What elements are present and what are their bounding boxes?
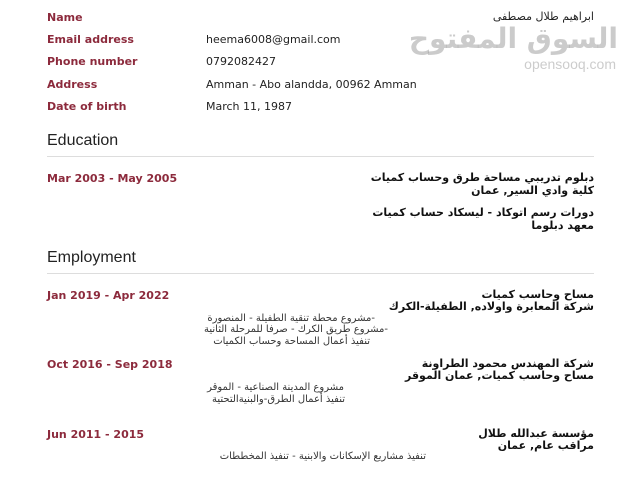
employment-title: مؤسسة عبدالله طلال	[478, 427, 594, 440]
email-value[interactable]: heema6008@gmail.com	[206, 33, 341, 46]
employment-date: Jun 2011 - 2015	[47, 428, 145, 441]
employment-divider	[47, 273, 594, 274]
employment-date: Jan 2019 - Apr 2022	[47, 289, 170, 302]
phone-value: 0792082427	[206, 55, 276, 68]
education-divider	[47, 156, 594, 157]
employment-heading: Employment	[47, 249, 136, 266]
employment-description-line: -مشروع طريق الكرك - صرفا للمرحلة الثانية	[204, 324, 388, 335]
opensooq-watermark-url: opensooq.com	[524, 56, 616, 72]
address-value: Amman - Abo alandda, 00962 Amman	[206, 78, 417, 91]
education-title: دورات رسم اتوكاد - ليسكاد حساب كميات	[372, 206, 594, 219]
dob-value: March 11, 1987	[206, 100, 293, 113]
employment-description-line: تنفيذ مشاريع الإسكانات والابنية - تنفيذ المخططات	[219, 451, 426, 462]
employment-description-line: -مشروع محطة تنقية الطفيلة - المنصورة	[207, 313, 375, 324]
name-value: ابراهيم طلال مصطفى	[492, 10, 594, 23]
email-label: Email address	[47, 33, 134, 46]
education-date: Mar 2003 - May 2005	[47, 172, 178, 185]
employment-org: شركة المعابرة واولاده, الطفيلة-الكرك	[388, 300, 594, 313]
education-org: كلية وادي السير, عمان	[471, 184, 594, 197]
employment-description-line: مشروع المدينة الصناعية - الموقر	[207, 382, 344, 393]
education-heading: Education	[47, 132, 119, 149]
name-label: Name	[47, 11, 83, 24]
employment-title: مساح وحاسب كميات	[481, 288, 594, 301]
employment-description-line: تنفيذ أعمال المساحة وحساب الكميات	[213, 336, 370, 347]
address-label: Address	[47, 78, 98, 91]
opensooq-watermark: السوق المفتوح	[408, 22, 618, 55]
employment-org: مراقب عام, عمان	[497, 439, 594, 452]
dob-label: Date of birth	[47, 100, 127, 113]
employment-org: مساح وحاسب كميات, عمان الموقر	[405, 369, 594, 382]
phone-label: Phone number	[47, 55, 138, 68]
employment-date: Oct 2016 - Sep 2018	[47, 358, 173, 371]
education-title: دبلوم تدريبي مساحة طرق وحساب كميات	[370, 171, 594, 184]
employment-title: شركة المهندس محمود الطراونة	[421, 357, 594, 370]
employment-description-line: تنفيذ أعمال الطرق-والبنيةالتحتية	[212, 394, 345, 405]
education-org: معهد دبلوما	[531, 219, 594, 232]
